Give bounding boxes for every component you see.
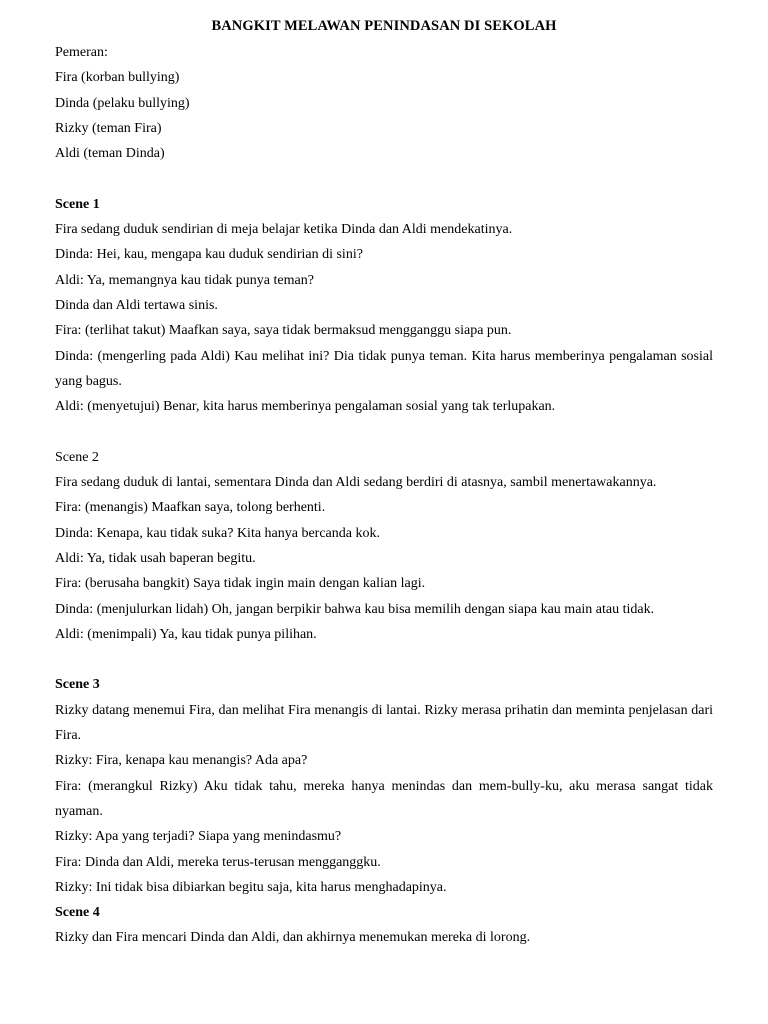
cast-member: Dinda (pelaku bullying) [55,95,190,111]
script-line: Rizky: Apa yang terjadi? Siapa yang menindasmu? [55,829,342,845]
scene-1 [55,192,713,420]
spacer [55,647,713,672]
script-line: Fira sedang duduk sendirian di meja belajar ketika Dinda dan Aldi mendekatinya. [55,222,513,238]
script-line: Rizky dan Fira mencari Dinda dan Aldi, dan akhirnya menemukan mereka di lorong. [55,930,531,946]
script-line: Fira sedang duduk di lantai, sementara Dinda dan Aldi sedang berdiri di atasnya, sambil menertawakannya. [55,475,657,491]
scene-heading: Scene 3 [55,677,100,693]
script-line: Rizky: Ini tidak bisa dibiarkan begitu saja, kita harus menghadapinya. [55,879,447,895]
scene-4 [55,900,713,951]
script-line: Dinda: Kenapa, kau tidak suka? Kita hanya bercanda kok. [55,525,380,541]
script-line: Rizky: Fira, kenapa kau menangis? Ada apa? [55,753,308,769]
scene-3 [55,672,713,900]
script-line: Fira: (berusaha bangkit) Saya tidak ingin main dengan kalian lagi. [55,576,426,592]
script-line: Aldi: (menimpali) Ya, kau tidak punya pilihan. [55,626,317,642]
scene-heading: Scene 1 [55,196,100,212]
script-line: Fira: Dinda dan Aldi, mereka terus-terusan mengganggku. [55,854,381,870]
script-line: Fira: (merangkul Rizky) Aku tidak tahu, mereka hanya menindas dan mem-bully-ku, aku merasa sangat tidak nyaman. [55,778,713,819]
script-line: Aldi: Ya, tidak usah baperan begitu. [55,550,256,566]
script-line: Rizky datang menemui Fira, dan melihat Fira menangis di lantai. Rizky merasa prihatin dan meminta penjelasan dari Fira. [55,702,713,744]
script-line: Dinda dan Aldi tertawa sinis. [55,297,218,313]
script-line: Dinda: (mengerling pada Aldi) Kau melihat ini? Dia tidak punya teman. Kita harus memberinya pengalaman sosial yang bagus. [55,348,713,389]
script-line: Fira: (terlihat takut) Maafkan saya, saya tidak bermaksud mengganggu siapa pun. [55,323,512,339]
script-line: Aldi: (menyetujui) Benar, kita harus memberinya pengalaman sosial yang tak terlupakan. [55,399,556,415]
script-line: Fira: (menangis) Maafkan saya, tolong berhenti. [55,500,326,516]
cast-member: Rizky (teman Fira) [55,120,162,136]
script-line: Aldi: Ya, memangnya kau tidak punya teman? [55,272,314,288]
cast-label: Pemeran: [55,45,108,60]
scene-heading: Scene 4 [55,905,100,921]
cast-member: Aldi (teman Dinda) [55,146,165,162]
scene-2 [55,445,713,647]
scene-heading: Scene 2 [55,449,99,465]
document-title: BANGKIT MELAWAN PENINDASAN DI SEKOLAH [211,18,557,34]
script-line: Dinda: (menjulurkan lidah) Oh, jangan berpikir bahwa kau bisa memilih dengan siapa kau main atau tidak. [55,601,655,617]
script-line: Dinda: Hei, kau, mengapa kau duduk sendirian di sini? [55,247,363,263]
spacer [55,166,713,191]
cast-section [55,40,713,166]
spacer [55,419,713,444]
cast-member: Fira (korban bullying) [55,70,180,86]
